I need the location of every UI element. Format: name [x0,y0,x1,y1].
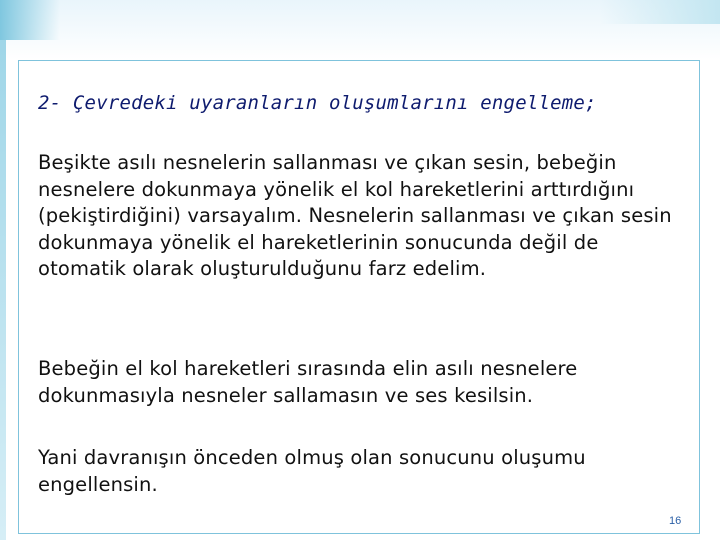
decorative-corner-right [600,0,720,24]
decorative-left-bar [0,40,6,540]
paragraph-conclusion: Yani davranışın önceden olmuş olan sonucunu oluşumu engellensin. [38,446,586,496]
paragraph-assumption: Beşikte asılı nesnelerin sallanması ve çıkan sesin, bebeğin nesnelere dokunmaya yönelik el kol hareketlerini arttırdığını (pekiştirdiğini) varsayalım. Nesnelerin sallanması ve çıkan sesin dokunmaya yönelik el hareketlerinin sonucunda değil de otomatik olarak oluşturulduğunu farz edelim. [38,151,672,280]
slide-heading: 2- Çevredeki uyaranların oluşumlarını engelleme; [38,92,597,114]
decorative-corner-left [0,0,60,40]
paragraph-condition: Bebeğin el kol hareketleri sırasında elin asılı nesnelere dokunmasıyla nesneler sallamasın ve ses kesilsin. [38,357,578,407]
page-number: 16 [669,515,682,527]
